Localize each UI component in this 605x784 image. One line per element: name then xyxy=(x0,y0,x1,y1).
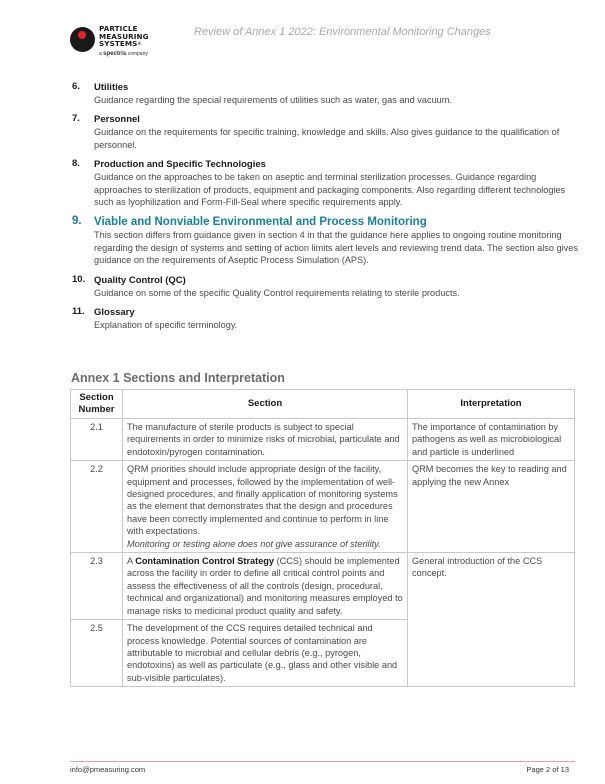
logo-wordmark: PARTICLE MEASURING SYSTEMS® xyxy=(99,24,149,49)
row-section-number: 2.2 xyxy=(71,461,123,553)
row-section-number: 2.3 xyxy=(71,553,123,620)
row-section-number: 2.5 xyxy=(71,620,123,687)
row-section-text: A Contamination Control Strategy (CCS) should be implemented across the facility in order to define all critical control points and assess the effectiveness of all the controls (design, procedural, technical and organizational) and monitoring measures employed to manage risks to medicinal product quality and safety. xyxy=(123,553,408,620)
section-title: Glossary xyxy=(94,307,135,319)
footer-email[interactable]: info@pmeasuring.com xyxy=(70,765,146,774)
column-header-interpretation: Interpretation xyxy=(408,390,575,419)
table-row xyxy=(71,553,575,620)
section-item xyxy=(72,81,582,106)
table-row xyxy=(71,419,575,461)
table-title: Annex 1 Sections and Interpretation xyxy=(71,371,285,385)
section-title: Personnel xyxy=(94,114,140,126)
footer-divider xyxy=(70,761,575,762)
row-interpretation: QRM becomes the key to reading and applying the new Annex xyxy=(408,461,575,553)
ccs-term: Contamination Control Strategy xyxy=(135,556,275,567)
logo-subtitle: a spectris company xyxy=(99,51,148,57)
row-section-text: QRM priorities should include appropriate design of the facility, equipment and processes, followed by the implementation of well-designed procedures, and finally application of monitoring systems as the element that demonstrates that the design and procedures have been correctly implemented and continue to perform in line with expectations. Monitoring or testing alone does not give assurance of sterility. xyxy=(123,461,408,553)
logo-mark-icon xyxy=(70,27,95,52)
section-description: Explanation of specific terminology. xyxy=(94,320,238,331)
row-section-text: The development of the CCS requires detailed technical and process knowledge. Potential sources of contamination are attributable to microbial and cellular debris (e.g., pyrogen, endotoxins) as well as particulate (e.g., glass and other visible and sub-visible particulates). xyxy=(123,620,408,687)
section-item xyxy=(72,113,582,151)
section-item xyxy=(72,158,582,208)
section-item-highlighted xyxy=(72,215,582,266)
section-title: Utilities xyxy=(94,82,129,93)
section-number: 10. xyxy=(72,273,86,285)
section-number: 7. xyxy=(72,113,80,125)
table-row xyxy=(71,461,575,553)
section-description: Guidance on the approaches to be taken on aseptic and terminal sterilization processes. Guidance regarding approaches to sterilization of products, equipment and packaging components. Also regarding different technologies such as lyophilization and Form-Fill-Seal where specific requirements apply. xyxy=(94,172,566,208)
section-description: Guidance on some of the specific Quality Control requirements relating to sterile products. xyxy=(94,287,460,298)
page-header xyxy=(70,22,550,67)
section-number: 11. xyxy=(72,306,85,318)
row-section-number: 2.1 xyxy=(71,419,123,461)
section-item xyxy=(72,274,582,299)
row-interpretation: The importance of contamination by pathogens as well as microbiological and particle is underlined xyxy=(408,419,575,461)
column-header-section: Section xyxy=(123,390,408,419)
document-title: Review of Annex 1 2022: Environmental Monitoring Changes xyxy=(194,26,491,38)
section-description: This section differs from guidance given in section 4 in that the guidance here applies to ongoing routine monitoring regarding the design of systems and setting of action limits alert levels and reviewing trend data. The section also gives guidance on the requirements of Aseptic Process Simulation (APS). xyxy=(94,230,578,266)
footer-page-number: Page 2 of 13 xyxy=(526,765,569,774)
section-description: Guidance regarding the special requirements of utilities such as water, gas and vacuum. xyxy=(94,95,452,105)
section-title: Production and Specific Technologies xyxy=(94,159,266,171)
row-section-note: Monitoring or testing alone does not give assurance of sterility. xyxy=(127,538,381,549)
section-title: Viable and Nonviable Environmental and Process Monitoring xyxy=(94,216,427,229)
table-header-row xyxy=(71,390,575,419)
annex-sections-table xyxy=(70,389,575,687)
section-number: 8. xyxy=(72,158,80,170)
section-number: 6. xyxy=(72,81,80,92)
row-interpretation: General introduction of the CCS concept. xyxy=(408,553,575,687)
section-list xyxy=(72,81,582,338)
section-title: Quality Control (QC) xyxy=(94,274,186,286)
row-section-text: The manufacture of sterile products is subject to special requirements in order to minimize risks of microbial, particulate and endotoxin/pyrogen contamination. xyxy=(123,419,408,461)
section-number: 9. xyxy=(72,215,82,228)
section-item xyxy=(72,306,582,331)
column-header-section-number: Section Number xyxy=(71,390,123,419)
company-logo xyxy=(70,24,170,64)
section-description: Guidance on the requirements for specific training, knowledge and skills. Also gives guidance to the qualification of personnel. xyxy=(94,127,560,150)
